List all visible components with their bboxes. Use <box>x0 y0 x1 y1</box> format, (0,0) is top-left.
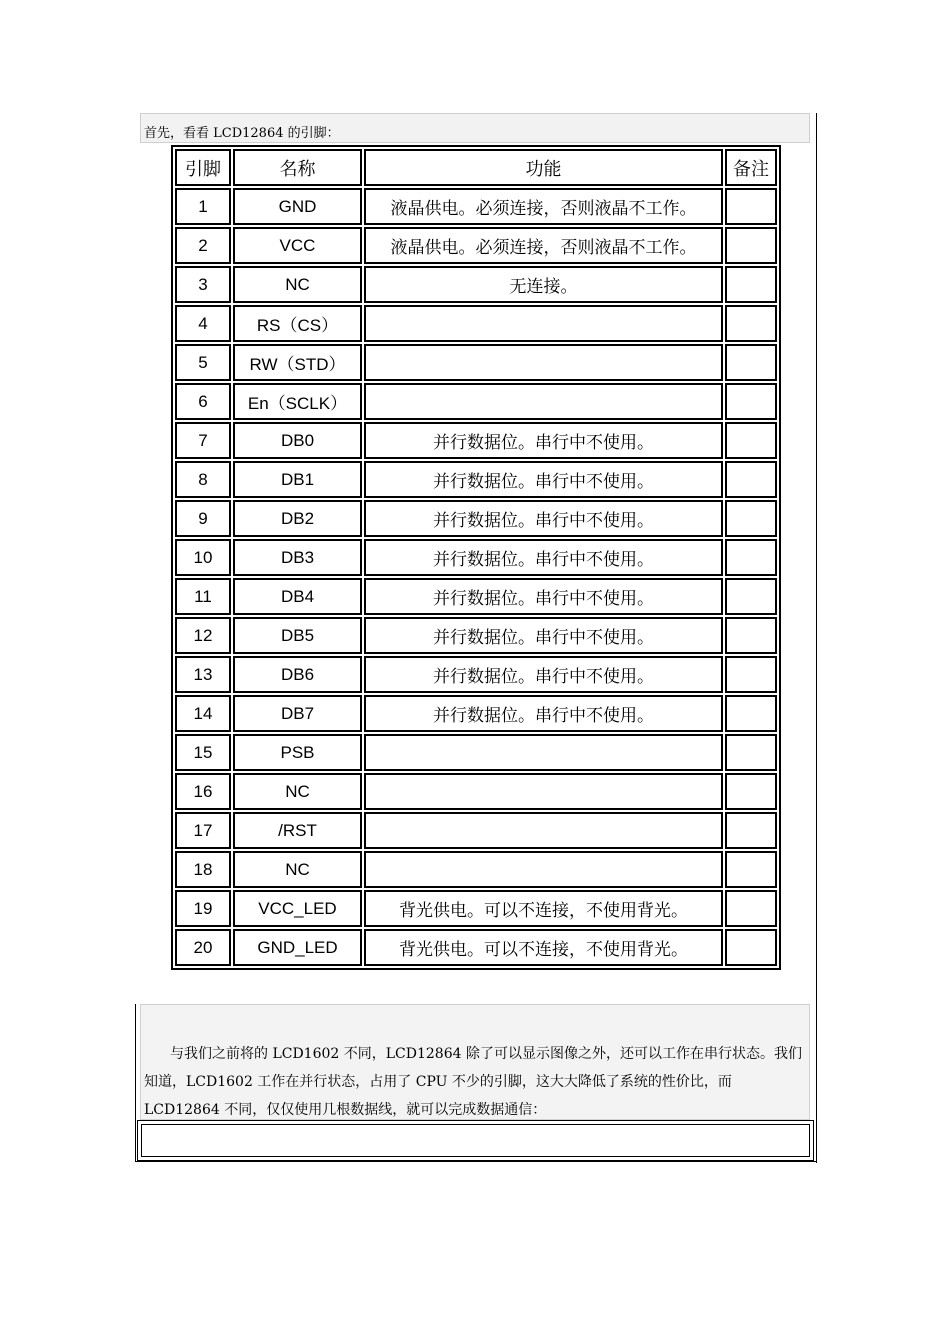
note-cell <box>725 422 777 459</box>
note-cell <box>725 461 777 498</box>
function-cell <box>364 851 723 888</box>
page-frame-left-line <box>135 1004 136 1162</box>
pin-cell: 11 <box>175 578 231 615</box>
table-row <box>175 422 777 459</box>
pin-cell: 20 <box>175 929 231 966</box>
name-cell: DB3 <box>233 539 362 576</box>
table-row <box>175 344 777 381</box>
empty-code-box <box>137 1120 814 1161</box>
page-frame-right-line <box>816 113 817 1163</box>
note-cell <box>725 773 777 810</box>
page-frame-bottom-line <box>135 1161 817 1162</box>
table-row <box>175 812 777 849</box>
note-cell <box>725 890 777 927</box>
function-cell <box>364 344 723 381</box>
pin-cell: 6 <box>175 383 231 420</box>
name-cell: GND <box>233 188 362 225</box>
table-row <box>175 266 777 303</box>
table-row <box>175 617 777 654</box>
note-cell <box>725 500 777 537</box>
table-row <box>175 890 777 927</box>
intro-text: 首先，看看 LCD12864 的引脚： <box>144 126 340 141</box>
function-cell: 背光供电。可以不连接，不使用背光。 <box>364 929 723 966</box>
pin-cell: 10 <box>175 539 231 576</box>
pin-cell: 12 <box>175 617 231 654</box>
note-cell <box>725 383 777 420</box>
pin-cell: 14 <box>175 695 231 732</box>
pin-cell: 13 <box>175 656 231 693</box>
pin-cell: 19 <box>175 890 231 927</box>
pin-cell: 3 <box>175 266 231 303</box>
pin-cell: 16 <box>175 773 231 810</box>
note-cell <box>725 539 777 576</box>
function-cell: 无连接。 <box>364 266 723 303</box>
pin-cell: 15 <box>175 734 231 771</box>
note-cell <box>725 851 777 888</box>
function-cell <box>364 734 723 771</box>
empty-code-box-inner <box>141 1124 810 1157</box>
table-row <box>175 500 777 537</box>
table-row <box>175 188 777 225</box>
note-cell <box>725 188 777 225</box>
function-cell <box>364 812 723 849</box>
note-cell <box>725 227 777 264</box>
note-cell <box>725 812 777 849</box>
note-cell <box>725 578 777 615</box>
table-row <box>175 539 777 576</box>
table-row <box>175 734 777 771</box>
name-cell: DB5 <box>233 617 362 654</box>
note-cell <box>725 266 777 303</box>
pin-cell: 17 <box>175 812 231 849</box>
note-cell <box>725 734 777 771</box>
note-cell <box>725 344 777 381</box>
name-cell: DB4 <box>233 578 362 615</box>
header-note: 备注 <box>725 149 777 186</box>
table-row <box>175 929 777 966</box>
pin-cell: 18 <box>175 851 231 888</box>
table-row <box>175 461 777 498</box>
name-cell: DB7 <box>233 695 362 732</box>
function-cell <box>364 773 723 810</box>
note-cell <box>725 617 777 654</box>
table-row <box>175 773 777 810</box>
function-cell: 并行数据位。串行中不使用。 <box>364 695 723 732</box>
name-cell: VCC <box>233 227 362 264</box>
function-cell: 并行数据位。串行中不使用。 <box>364 656 723 693</box>
header-name: 名称 <box>233 149 362 186</box>
function-cell: 背光供电。可以不连接，不使用背光。 <box>364 890 723 927</box>
pin-cell: 4 <box>175 305 231 342</box>
name-cell: DB2 <box>233 500 362 537</box>
name-cell: PSB <box>233 734 362 771</box>
header-pin: 引脚 <box>175 149 231 186</box>
name-cell: DB6 <box>233 656 362 693</box>
pin-cell: 8 <box>175 461 231 498</box>
table-row <box>175 695 777 732</box>
function-cell: 并行数据位。串行中不使用。 <box>364 500 723 537</box>
name-cell: NC <box>233 851 362 888</box>
function-cell: 液晶供电。必须连接，否则液晶不工作。 <box>364 188 723 225</box>
name-cell: DB0 <box>233 422 362 459</box>
name-cell: DB1 <box>233 461 362 498</box>
function-cell: 并行数据位。串行中不使用。 <box>364 578 723 615</box>
table-row <box>175 227 777 264</box>
table-header-row <box>175 149 777 186</box>
note-cell <box>725 695 777 732</box>
pin-table-body <box>175 188 777 966</box>
function-cell: 液晶供电。必须连接，否则液晶不工作。 <box>364 227 723 264</box>
function-cell <box>364 305 723 342</box>
pin-cell: 9 <box>175 500 231 537</box>
note-cell <box>725 929 777 966</box>
table-row <box>175 383 777 420</box>
name-cell: NC <box>233 773 362 810</box>
name-cell: RS（CS） <box>233 305 362 342</box>
name-cell: GND_LED <box>233 929 362 966</box>
pin-cell: 1 <box>175 188 231 225</box>
pin-cell: 2 <box>175 227 231 264</box>
function-cell: 并行数据位。串行中不使用。 <box>364 539 723 576</box>
table-row <box>175 851 777 888</box>
table-row <box>175 578 777 615</box>
name-cell: /RST <box>233 812 362 849</box>
pin-table <box>171 145 781 970</box>
function-cell: 并行数据位。串行中不使用。 <box>364 617 723 654</box>
paragraph-text: 与我们之前将的 LCD1602 不同，LCD12864 除了可以显示图像之外，还可以工作在串行状态。我们知道，LCD1602 工作在并行状态，占用了 CPU 不少的引脚，这大大降低了系统的性价比，而 LCD12864 不同，仅仅使用几根数据线，就可以完成数据通信： <box>144 1046 802 1118</box>
table-row <box>175 656 777 693</box>
header-func: 功能 <box>364 149 723 186</box>
note-cell <box>725 305 777 342</box>
name-cell: RW（STD） <box>233 344 362 381</box>
note-cell <box>725 656 777 693</box>
pin-cell: 7 <box>175 422 231 459</box>
function-cell: 并行数据位。串行中不使用。 <box>364 422 723 459</box>
pin-cell: 5 <box>175 344 231 381</box>
function-cell: 并行数据位。串行中不使用。 <box>364 461 723 498</box>
name-cell: VCC_LED <box>233 890 362 927</box>
name-cell: NC <box>233 266 362 303</box>
function-cell <box>364 383 723 420</box>
name-cell: En（SCLK） <box>233 383 362 420</box>
table-row <box>175 305 777 342</box>
